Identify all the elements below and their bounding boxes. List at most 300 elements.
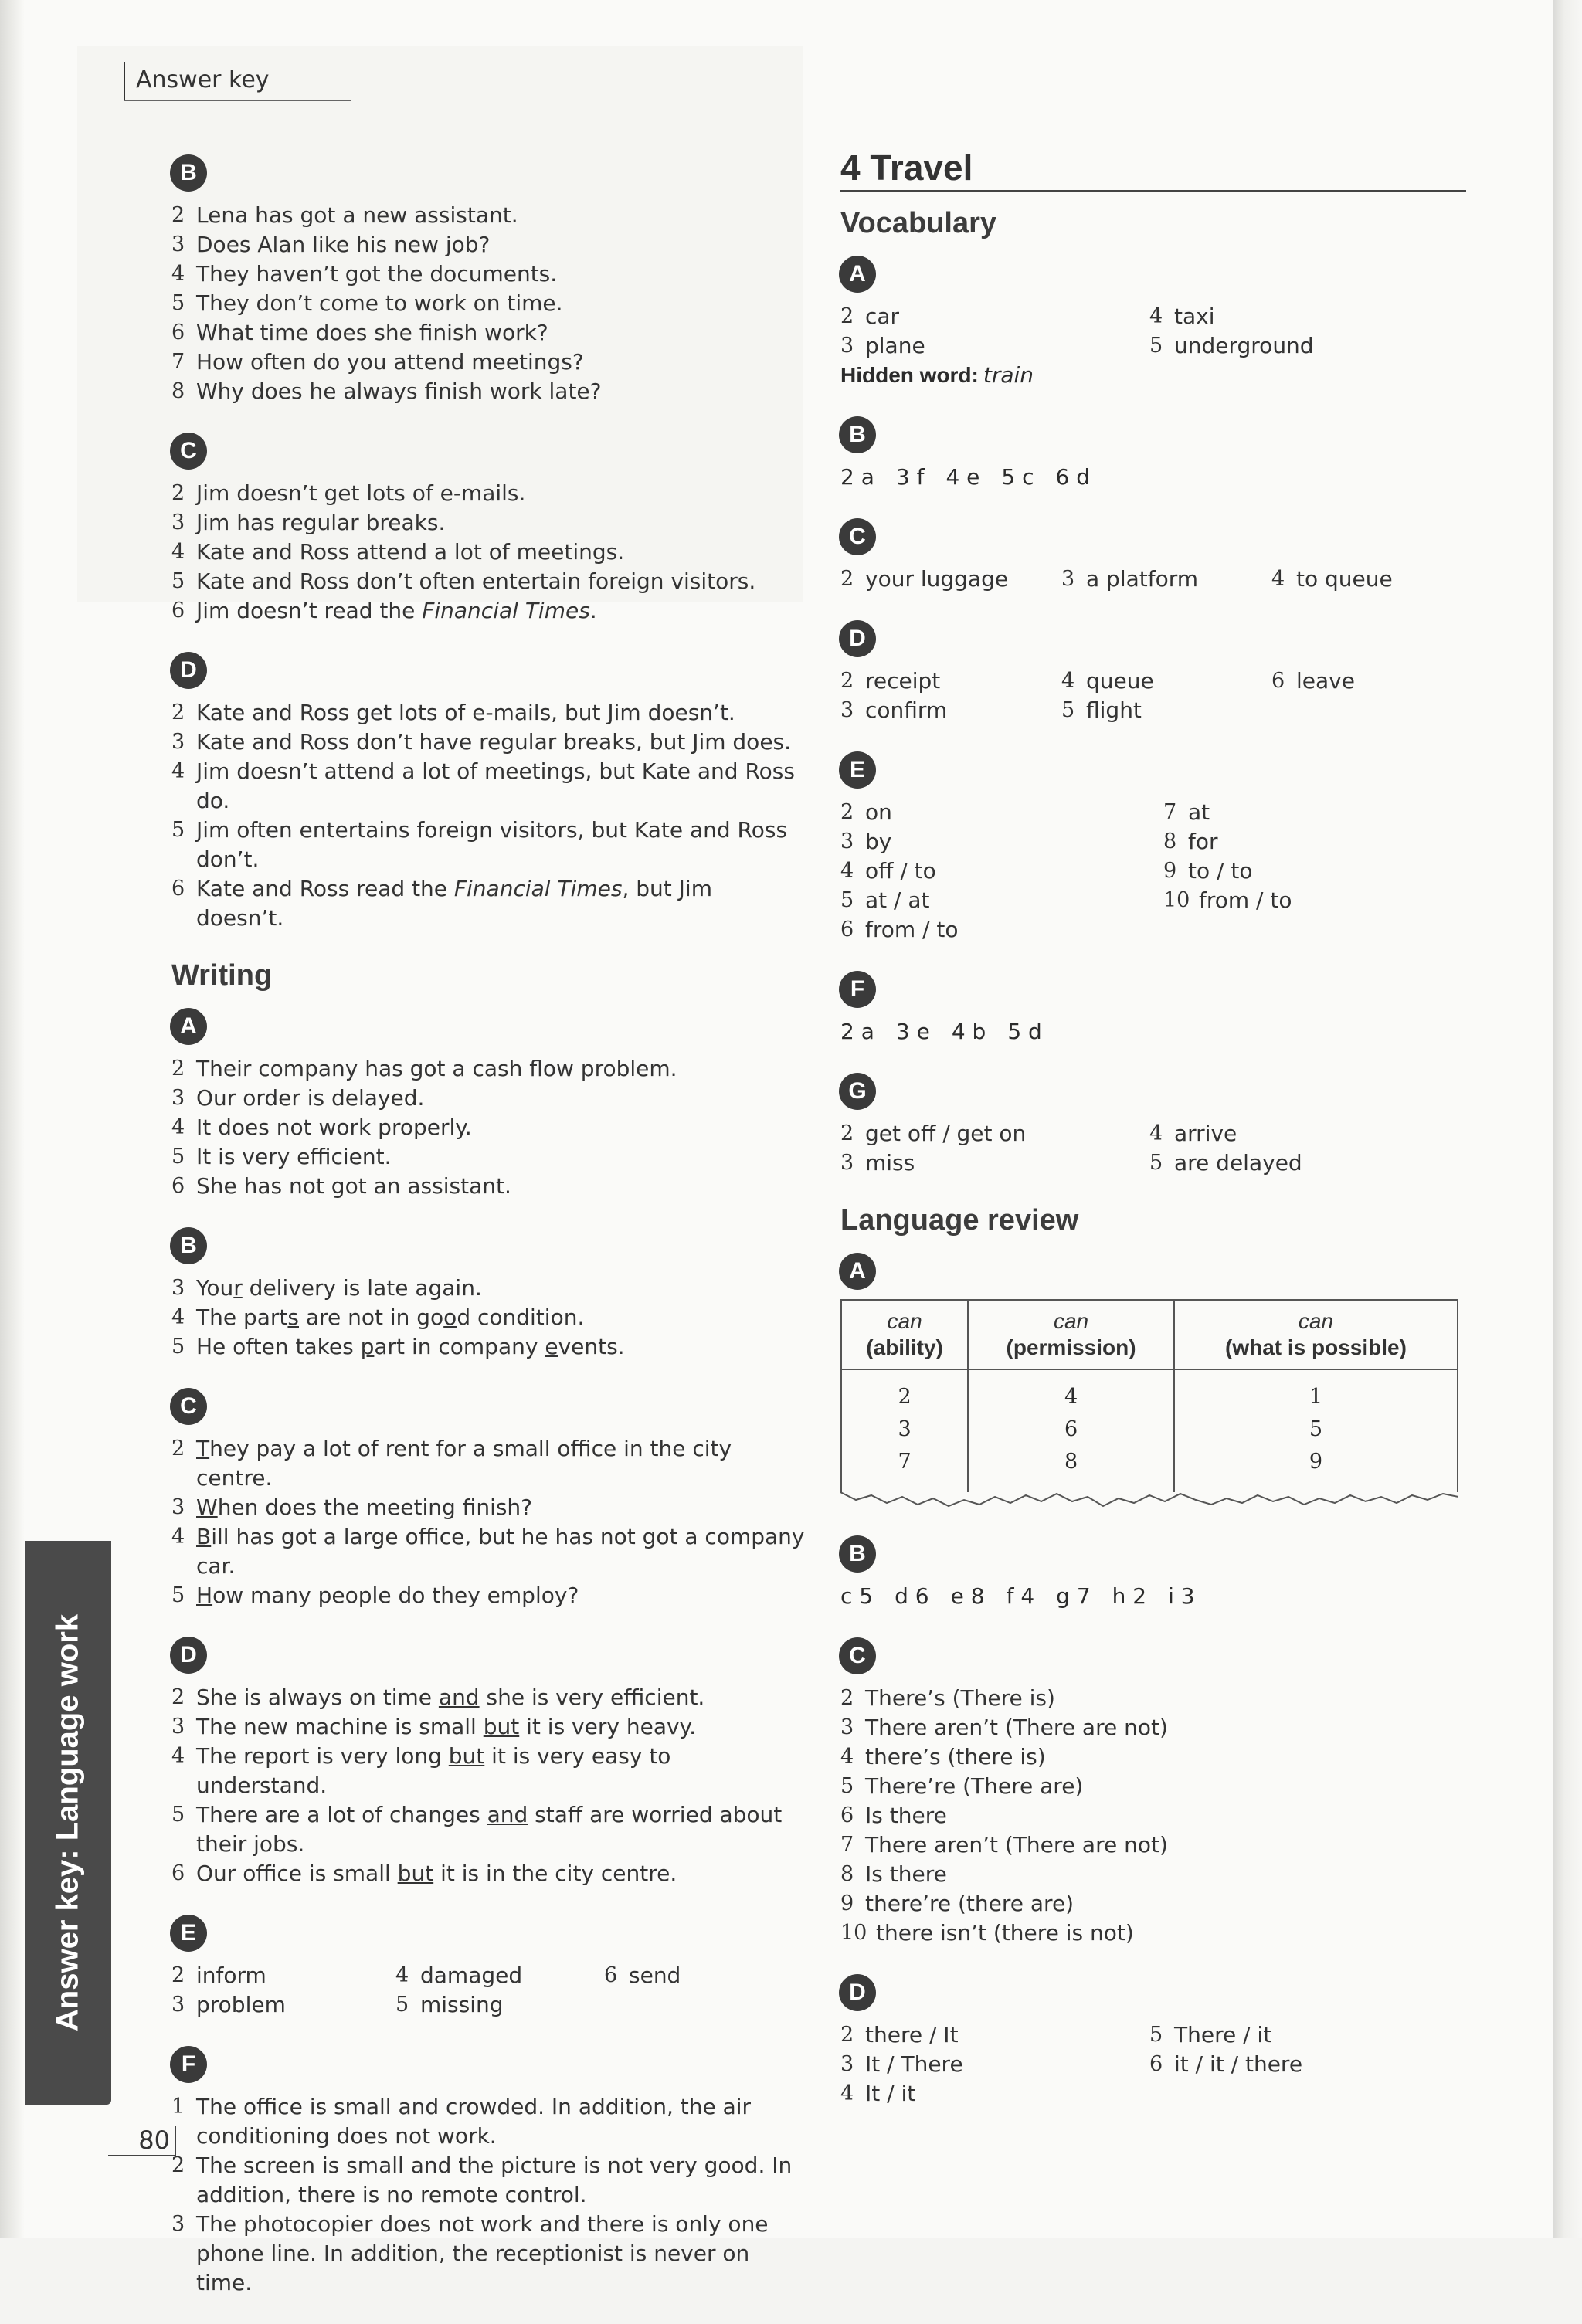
item-text: underground <box>1174 333 1314 358</box>
list-item <box>171 289 805 318</box>
cell-value: 3 <box>898 1417 912 1441</box>
item-number: 5 <box>171 291 185 315</box>
item-number: 2 <box>171 2153 185 2177</box>
item-text: inform <box>196 1963 266 1988</box>
item-number: 2 <box>840 1121 854 1145</box>
left-column <box>171 154 805 2324</box>
grid-column <box>840 1119 1149 1178</box>
item-number: 3 <box>840 334 854 358</box>
item-number: 4 <box>171 540 185 564</box>
list-item <box>171 2151 805 2210</box>
underlined-conjunction: but <box>397 1861 434 1886</box>
underlined-conjunction: but <box>483 1714 520 1739</box>
underlined-letter: e <box>545 1334 558 1359</box>
item-text <box>196 1683 805 1712</box>
list-item <box>840 1713 1466 1742</box>
section-badge: A <box>170 1008 207 1045</box>
list-item <box>1149 302 1443 331</box>
item-text <box>196 596 805 626</box>
list-item <box>171 728 805 757</box>
answer-list <box>171 2092 805 2298</box>
item-number: 5 <box>1149 1151 1163 1175</box>
item-text: The screen is small and the picture is not very good. In addition, there is no remote control. <box>196 2153 793 2207</box>
cell-value: 1 <box>1309 1385 1323 1409</box>
review-section-c <box>840 1637 1466 1948</box>
header-category: (what is possible) <box>1225 1335 1407 1359</box>
item-text: it / it / there <box>1174 2051 1303 2077</box>
list-item <box>171 1712 805 1742</box>
item-text: on <box>865 799 892 825</box>
list-item <box>171 1493 805 1522</box>
underlined-letter: T <box>196 1436 210 1461</box>
page-right-edge <box>1553 0 1582 2238</box>
grid-column <box>1271 667 1426 725</box>
list-item <box>840 2050 1149 2079</box>
item-text <box>196 874 805 933</box>
item-number: 4 <box>840 2081 854 2105</box>
list-item <box>171 1581 805 1610</box>
item-text: Kate and Ross attend a lot of meetings. <box>196 539 625 565</box>
section-badge: D <box>170 652 207 689</box>
italic-title: Financial Times <box>453 876 623 901</box>
answer-pair: 5 c <box>1001 464 1034 490</box>
item-number: 5 <box>171 1335 185 1359</box>
answer-grid <box>840 302 1466 361</box>
answer-pair: f 4 <box>1006 1583 1035 1609</box>
item-text: There aren’t (There are not) <box>865 1832 1168 1858</box>
hidden-word-line <box>840 361 1466 390</box>
item-number: 1 <box>171 2095 185 2119</box>
answer-grid <box>840 1119 1466 1178</box>
header-modal: can <box>887 1309 922 1333</box>
section-badge: D <box>839 620 876 657</box>
item-text: Kate and Ross don’t have regular breaks, but Jim does. <box>196 729 792 755</box>
grid-column <box>396 1961 604 2020</box>
list-item <box>840 886 1163 915</box>
item-text: missing <box>420 1992 504 2017</box>
underlined-conjunction: and <box>438 1684 480 1710</box>
item-text: damaged <box>420 1963 523 1988</box>
list-item <box>171 874 805 933</box>
item-text: get off / get on <box>865 1121 1027 1146</box>
text-part: it is very easy to understand. <box>196 1743 671 1798</box>
list-item <box>171 1054 805 1084</box>
text-part: The part <box>196 1304 288 1330</box>
answer-pair: 3 f <box>895 464 925 490</box>
item-number: 4 <box>171 1305 185 1329</box>
item-number: 3 <box>840 698 854 722</box>
item-number: 4 <box>171 1525 185 1549</box>
item-number: 3 <box>171 511 185 534</box>
text-part: Kate and Ross read the <box>196 876 454 901</box>
list-item <box>840 915 1163 945</box>
section-badge: E <box>170 1915 207 1952</box>
item-number: 8 <box>840 1862 854 1886</box>
item-number: 5 <box>1149 334 1163 358</box>
grid-column <box>1061 565 1271 594</box>
item-text: there / It <box>865 2022 959 2047</box>
answer-list <box>171 1434 805 1610</box>
list-item <box>1271 565 1426 594</box>
item-text: there isn’t (there is not) <box>876 1920 1134 1946</box>
list-item <box>840 331 1149 361</box>
grid-column <box>1271 565 1426 594</box>
list-item <box>396 1961 604 1990</box>
item-number: 3 <box>1061 567 1075 591</box>
item-text: Is there <box>865 1861 947 1887</box>
item-number: 3 <box>171 1086 185 1110</box>
text-part: she is very efficient. <box>479 1684 705 1710</box>
list-item <box>171 538 805 567</box>
item-number: 5 <box>1149 2023 1163 2047</box>
item-text: from / to <box>865 917 959 942</box>
item-number: 5 <box>171 1803 185 1827</box>
list-item <box>171 1990 396 2020</box>
text-part: Jim doesn’t read the <box>196 598 423 623</box>
item-text <box>196 1712 805 1742</box>
cell-value: 6 <box>1064 1417 1078 1441</box>
item-text: from / to <box>1199 887 1292 913</box>
item-number: 6 <box>171 1174 185 1198</box>
item-text: They don’t come to work on time. <box>196 290 563 316</box>
table-header-cell <box>1174 1300 1458 1369</box>
item-number: 2 <box>840 2023 854 2047</box>
item-number: 4 <box>840 1745 854 1769</box>
item-text: at <box>1188 799 1210 825</box>
item-text: There / it <box>1174 2022 1272 2047</box>
answer-grid <box>840 2020 1466 2109</box>
section-badge: E <box>839 751 876 789</box>
item-number: 5 <box>840 1774 854 1798</box>
item-text: for <box>1188 829 1218 854</box>
list-item <box>840 1801 1466 1830</box>
answer-list <box>171 1274 805 1362</box>
cell-value: 7 <box>898 1450 912 1474</box>
item-text: miss <box>865 1150 915 1176</box>
table-header-row <box>841 1300 1458 1369</box>
item-number: 2 <box>840 304 854 328</box>
underlined-conjunction: but <box>448 1743 485 1769</box>
item-text: to queue <box>1296 566 1393 592</box>
item-text <box>196 1859 805 1888</box>
right-column <box>840 147 1466 2135</box>
answer-list <box>171 1683 805 1888</box>
text-part: delivery is late again. <box>242 1275 482 1301</box>
item-number: 10 <box>840 1921 867 1945</box>
answer-grid <box>171 1961 805 2020</box>
list-item <box>1149 1119 1443 1148</box>
vocab-section-d <box>840 620 1466 725</box>
item-text: How often do you attend meetings? <box>196 349 584 375</box>
item-text <box>196 1742 805 1800</box>
list-item <box>840 696 1061 725</box>
item-text: there’s (there is) <box>865 1744 1046 1769</box>
underlined-letter: s <box>287 1304 299 1330</box>
cell-value: 4 <box>1064 1385 1078 1409</box>
writing-section-b <box>171 1227 805 1362</box>
grid-column <box>840 565 1061 594</box>
vocab-section-f <box>840 971 1466 1047</box>
text-part: He often takes <box>196 1334 361 1359</box>
writing-section-f <box>171 2046 805 2298</box>
vocab-section-g <box>840 1073 1466 1178</box>
item-number: 3 <box>171 1715 185 1739</box>
list-item <box>171 348 805 377</box>
item-number: 9 <box>840 1891 854 1915</box>
underlined-letter: B <box>196 1524 212 1549</box>
underlined-letter: p <box>360 1334 375 1359</box>
writing-section-d <box>171 1637 805 1888</box>
list-item <box>1163 857 1426 886</box>
list-item <box>171 318 805 348</box>
item-text: There aren’t (There are not) <box>865 1715 1168 1740</box>
underlined-conjunction: and <box>487 1802 528 1827</box>
section-badge: B <box>839 416 876 453</box>
item-number: 2 <box>171 1963 185 1987</box>
underlined-letter: r <box>233 1275 243 1301</box>
item-text: receipt <box>865 668 941 694</box>
section-badge: A <box>839 256 876 293</box>
item-number: 6 <box>604 1963 618 1987</box>
list-item <box>171 757 805 816</box>
table-header-cell <box>841 1300 968 1369</box>
item-number: 4 <box>171 1744 185 1768</box>
cell-value: 9 <box>1309 1450 1323 1474</box>
list-item <box>171 1742 805 1800</box>
list-item <box>1271 667 1426 696</box>
list-item <box>171 1172 805 1201</box>
underlined-letter: o <box>443 1304 457 1330</box>
item-number: 5 <box>171 1583 185 1607</box>
answer-pair: e 8 <box>950 1583 985 1609</box>
list-item <box>171 479 805 508</box>
item-text: It does not work properly. <box>196 1115 472 1140</box>
hidden-word: train <box>983 362 1034 388</box>
item-number: 4 <box>171 1115 185 1139</box>
header-modal: can <box>1053 1309 1089 1333</box>
table-cell <box>841 1369 968 1492</box>
answer-pair: h 2 <box>1112 1583 1147 1609</box>
item-number: 6 <box>171 1861 185 1885</box>
text-part: hen does the meeting finish? <box>217 1494 533 1520</box>
list-item <box>171 1800 805 1859</box>
vocab-section-a <box>840 256 1466 390</box>
section-badge: F <box>839 971 876 1008</box>
list-item <box>1149 2050 1443 2079</box>
section-badge: C <box>839 518 876 555</box>
item-text: car <box>865 304 900 329</box>
item-text: Their company has got a cash flow problem. <box>196 1056 677 1081</box>
item-number: 4 <box>1149 304 1163 328</box>
list-item <box>840 798 1163 827</box>
item-number: 3 <box>171 1495 185 1519</box>
item-number: 2 <box>840 1686 854 1710</box>
grid-column <box>1061 667 1271 725</box>
list-item <box>171 377 805 406</box>
answer-pair: 4 e <box>945 464 980 490</box>
item-number: 5 <box>171 1145 185 1169</box>
grid-column <box>840 2020 1149 2109</box>
item-text <box>196 1303 805 1332</box>
item-text: send <box>629 1963 681 1988</box>
list-item <box>840 1119 1149 1148</box>
item-text: plane <box>865 333 925 358</box>
text-part: d condition. <box>457 1304 585 1330</box>
item-number: 3 <box>840 1151 854 1175</box>
vocab-section-b <box>840 416 1466 492</box>
hidden-word-label: Hidden word: <box>840 363 979 387</box>
item-text: Is there <box>865 1803 947 1828</box>
list-item <box>840 667 1061 696</box>
item-number: 6 <box>171 321 185 344</box>
item-text: there’re (there are) <box>865 1891 1074 1916</box>
list-item <box>840 1889 1466 1919</box>
table-cell <box>1174 1369 1458 1492</box>
list-item <box>1149 331 1443 361</box>
pair-row <box>840 1582 1466 1611</box>
text-part: There are a lot of changes <box>196 1802 487 1827</box>
can-table <box>840 1299 1458 1492</box>
vocab-section-c <box>840 518 1466 594</box>
page-left-edge <box>0 0 25 2238</box>
item-number: 2 <box>840 669 854 693</box>
pair-row <box>840 1017 1466 1047</box>
answer-pair: 5 d <box>1007 1019 1042 1044</box>
side-tab-label: Answer key: Language work <box>50 1613 85 2032</box>
list-item <box>840 1919 1466 1948</box>
item-text: The photocopier does not work and there is only one phone line. In addition, the receptionist is never on time. <box>196 2211 769 2295</box>
item-text: to / to <box>1188 858 1253 884</box>
writing-heading: Writing <box>171 959 273 992</box>
review-section-a <box>840 1253 1466 1509</box>
item-number: 4 <box>840 859 854 883</box>
item-text: taxi <box>1174 304 1215 329</box>
item-number: 3 <box>171 2212 185 2236</box>
page-number: 80 <box>108 2126 176 2156</box>
list-item <box>1163 798 1426 827</box>
writing-section-a <box>171 1008 805 1201</box>
list-item <box>840 857 1163 886</box>
header-category: (ability) <box>866 1335 943 1359</box>
item-number: 2 <box>840 567 854 591</box>
answer-pair: 3 e <box>895 1019 930 1044</box>
list-item <box>171 1961 396 1990</box>
answer-pair: i 3 <box>1168 1583 1195 1609</box>
item-text: Does Alan like his new job? <box>196 232 491 257</box>
review-section-d <box>840 1974 1466 2109</box>
item-text: at / at <box>865 887 930 913</box>
item-text: flight <box>1086 697 1142 723</box>
list-item <box>840 2020 1149 2050</box>
text-part: are not in go <box>299 1304 444 1330</box>
list-item <box>1061 696 1271 725</box>
item-number: 5 <box>171 569 185 593</box>
text-part: art in company <box>374 1334 545 1359</box>
chapter-title: 4 Travel <box>840 147 1466 192</box>
item-text <box>196 1800 805 1859</box>
list-item <box>840 827 1163 857</box>
list-item <box>171 1303 805 1332</box>
item-number: 4 <box>171 262 185 286</box>
answer-pair: d 6 <box>895 1583 929 1609</box>
item-text: There’re (There are) <box>865 1773 1084 1799</box>
grid-column <box>1163 798 1426 945</box>
item-number: 3 <box>840 830 854 853</box>
item-number: 5 <box>171 818 185 842</box>
section-badge: F <box>170 2046 207 2083</box>
header-category: (permission) <box>1006 1335 1136 1359</box>
section-d <box>171 652 805 933</box>
list-item <box>840 1684 1466 1713</box>
text-part: ow many people do they employ? <box>212 1583 579 1608</box>
section-b <box>171 154 805 406</box>
answer-grid <box>840 667 1466 725</box>
item-number: 4 <box>1271 567 1285 591</box>
item-text: queue <box>1086 668 1154 694</box>
item-text: arrive <box>1174 1121 1237 1146</box>
text-part: The report is very long <box>196 1743 449 1769</box>
writing-section-e <box>171 1915 805 2020</box>
item-text: confirm <box>865 697 948 723</box>
cell-value: 8 <box>1064 1450 1078 1474</box>
review-section-b <box>840 1535 1466 1611</box>
text-part: The new machine is small <box>196 1714 484 1739</box>
list-item <box>171 201 805 230</box>
answer-list <box>171 201 805 406</box>
item-number: 6 <box>171 599 185 623</box>
grid-column <box>840 667 1061 725</box>
list-item <box>171 1274 805 1303</box>
section-badge: C <box>170 1388 207 1425</box>
list-item <box>1061 667 1271 696</box>
list-item <box>171 508 805 538</box>
torn-edge <box>840 1489 1458 1509</box>
list-item <box>171 260 805 289</box>
list-item <box>171 1113 805 1142</box>
item-number: 6 <box>840 1803 854 1827</box>
item-number: 3 <box>840 1715 854 1739</box>
text-part: Our office is small <box>196 1861 398 1886</box>
item-number: 6 <box>840 918 854 941</box>
item-number: 7 <box>840 1833 854 1857</box>
text-part: You <box>196 1275 234 1301</box>
text-part: it is very heavy. <box>519 1714 697 1739</box>
section-badge: B <box>839 1535 876 1573</box>
item-text: There’s (There is) <box>865 1685 1055 1711</box>
answer-grid <box>840 565 1466 594</box>
list-item <box>840 2079 1149 2109</box>
section-badge: A <box>839 1253 876 1290</box>
grid-column <box>604 1961 759 2020</box>
grid-column <box>840 798 1163 945</box>
grid-column <box>1149 1119 1443 1178</box>
section-badge: D <box>839 1974 876 2011</box>
list-item <box>1149 1148 1443 1178</box>
grid-column <box>840 302 1149 361</box>
item-number: 4 <box>396 1963 409 1987</box>
item-number: 2 <box>171 1437 185 1461</box>
answer-list <box>171 479 805 596</box>
item-text: your luggage <box>865 566 1009 592</box>
item-number: 2 <box>171 1057 185 1081</box>
list-item <box>171 1084 805 1113</box>
item-number: 7 <box>171 350 185 374</box>
list-item <box>840 302 1149 331</box>
item-text: Jim doesn’t attend a lot of meetings, but Kate and Ross do. <box>196 758 795 813</box>
list-item <box>171 230 805 260</box>
answer-list <box>171 1054 805 1201</box>
list-item <box>840 1742 1466 1772</box>
